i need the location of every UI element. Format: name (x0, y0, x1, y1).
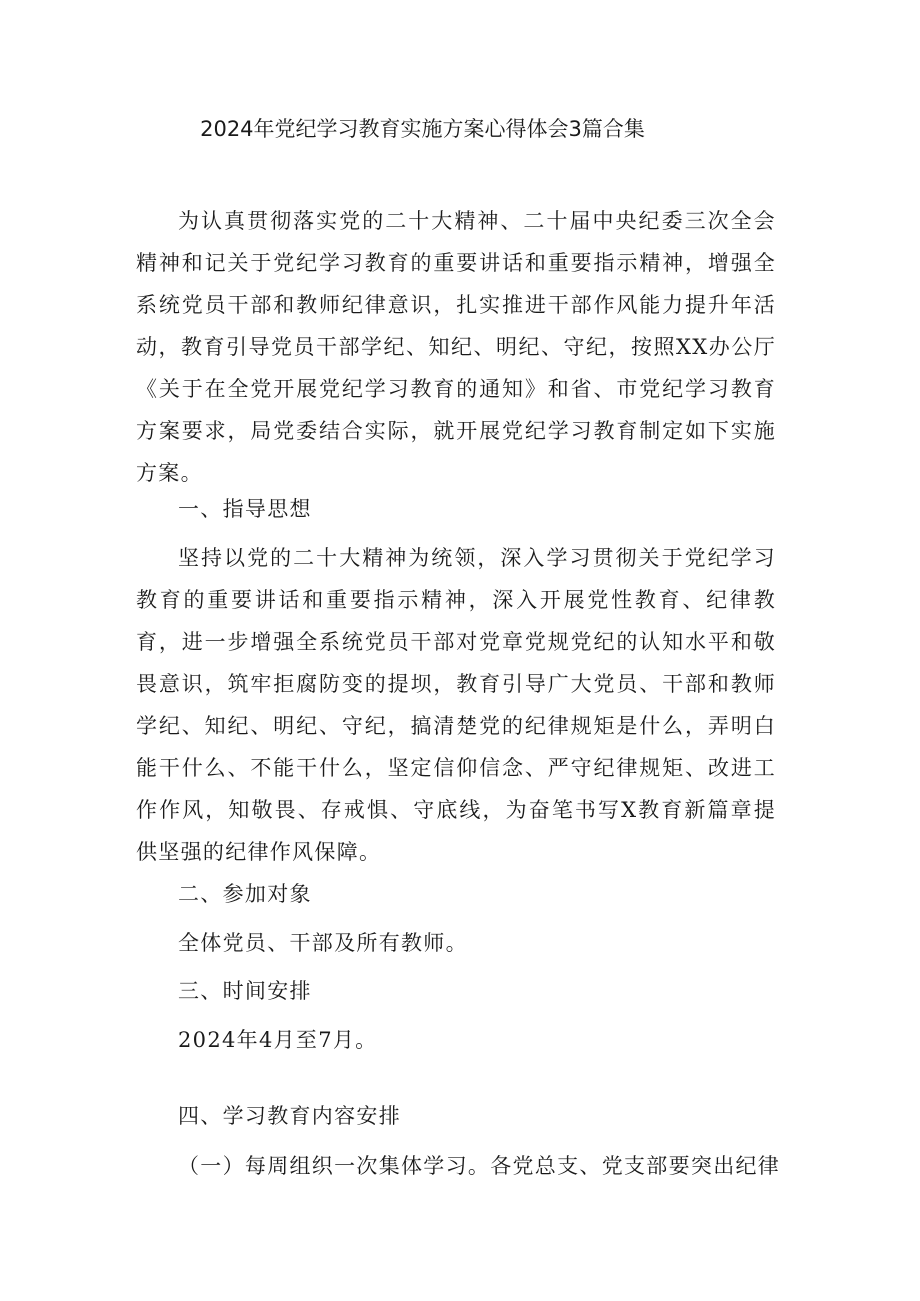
section2-text: 全体党员、干部及所有教师。 (178, 931, 468, 955)
section3-heading-block (136, 970, 776, 1012)
section3-text: 2024年4月至7月。 (178, 1028, 378, 1052)
section2-heading: 二、参加对象 (178, 882, 312, 906)
section3-heading: 三、时间安排 (178, 979, 312, 1003)
section3-paragraph (136, 1019, 776, 1061)
section1-heading-block (136, 488, 776, 530)
section1-heading: 一、指导思想 (178, 497, 312, 521)
section2-paragraph (136, 922, 776, 964)
section4-heading: 四、学习教育内容安排 (178, 1104, 401, 1128)
section1-paragraph (136, 537, 776, 873)
section1-text: 坚持以党的二十大精神为统领，深入学习贯彻关于党纪学习教育的重要讲话和重要指示精神，深入开展党性教育、纪律教育，进一步增强全系统党员干部对党章党规党纪的认知水平和敬畏意识，筑牢拒腐防变的提坝，教育引导广大党员、干部和教师学纪、知纪、明纪、守纪，搞清楚党的纪律规矩是什么，弄明白能干什么、不能干什么，坚定信仰信念、严守纪律规矩、改进工作作风，知敬畏、存戒惧、守底线，为奋笔书写X教育新篇章提供坚强的纪律作风保障。 (136, 546, 776, 864)
intro-text: 为认真贯彻落实党的二十大精神、二十届中央纪委三次全会精神和记关于党纪学习教育的重要讲话和重要指示精神，增强全系统党员干部和教师纪律意识，扎实推进干部作风能力提升年活动，教育引导党员干部学纪、知纪、明纪、守纪，按照XX办公厅《关于在全党开展党纪学习教育的通知》和省、市党纪学习教育方案要求，局党委结合实际，就开展党纪学习教育制定如下实施方案。 (136, 209, 776, 485)
section4-item1-text: （一）每周组织一次集体学习。各党总支、党支部要突出纪律 (178, 1154, 781, 1178)
document-title: 2024年党纪学习教育实施方案心得体会3篇合集 (200, 117, 645, 141)
section4-item1-paragraph (136, 1145, 781, 1187)
section2-heading-block (136, 873, 776, 915)
intro-paragraph (136, 200, 776, 494)
section4-heading-block (136, 1095, 776, 1137)
